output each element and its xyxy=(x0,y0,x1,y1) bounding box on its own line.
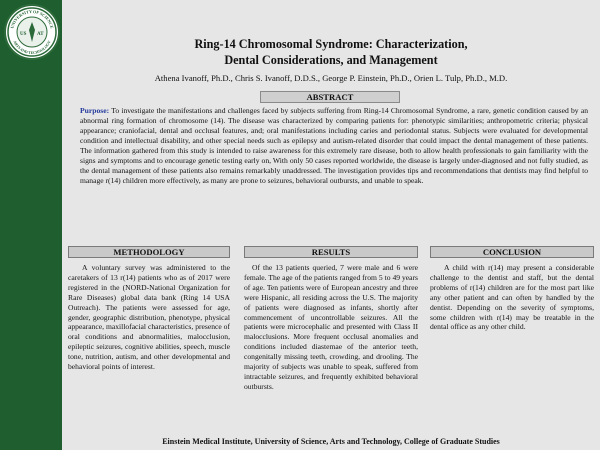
seal-bottom-text: ARTS AND TECHNOLOGY xyxy=(12,39,52,56)
seal-top-text: UNIVERSITY OF SCIENCE xyxy=(9,8,55,29)
results-heading: RESULTS xyxy=(244,246,418,258)
title-line-2: Dental Considerations, and Management xyxy=(224,53,438,67)
university-seal-logo xyxy=(4,4,60,60)
abstract-body-text: To investigate the manifestations and challenges faced by subjects suffering from Ring-14 Chromosomal Syndrome, a rare, genetic condition caused by an abnormal ring formation of chromosome (14). The disease was characterized by comparing patients for: phenotypic similarities; anthropometric criteria; physical appearance; craniofacial, dental and occlusal features, and; oral manifestations including caries and periodontal status. Subjects were evaluated for developmental condition and intellectual disability, and other special needs such as epilepsy and autism-related disorder that could impact the dental management of these patients. The information gathered from this study is intended to raise awareness for this extremely rare disease, both to allow health professionals to gain familiarity with the signs and symptoms and to encourage genetic testing early on, With only 50 cases reported worldwide, the disease is largely under-diagnosed and not fully studied, as the dental management of these patients also remains remarkably unaddressed. The investigation provides tips and recommendations that dentists may find helpful to manage r(14) children more effectively, as many are prone to seizures, behavioral outbursts, and unable to speak. xyxy=(80,106,588,185)
title-line-1: Ring-14 Chromosomal Syndrome: Characterization, xyxy=(194,37,468,51)
seal-left-letters: US xyxy=(20,32,27,37)
conclusion-heading: CONCLUSION xyxy=(430,246,594,258)
green-sidebar xyxy=(0,0,62,450)
author-list: Athena Ivanoff, Ph.D., Chris S. Ivanoff, D.D.S., George P. Einstein, Ph.D., Orien L. Tulp, Ph.D., M.D. xyxy=(154,73,508,83)
methodology-text: A voluntary survey was administered to the caretakers of 13 r(14) patients who as of 2017 were registered in the (NORD-National Organization for Rare Diseases) global data bank (Ring 14 USA Outreach). The patients were assessed for age, gender, geographic distribution, phenotype, physical appearance, maxillofacial characteristics, presence of oral conditions and abnormalities, malocclusion, epileptic seizures, cognitive abilities, speech, muscle tone, nutrition, autism, and other developmental and behavioral points of interest. xyxy=(68,263,230,372)
abstract-heading: ABSTRACT xyxy=(260,91,400,103)
institution-footer: Einstein Medical Institute, University of Science, Arts and Technology, College of Graduate Studies xyxy=(162,437,500,446)
conclusion-text: A child with r(14) may present a considerable challenge to the dentist and staff, but the dental problems of r(14) children are for the most part like any other patient and can often by handled by the dentist. Depending on the severity of symptoms, some children with r(14) may be treatable in the dental office as any other child. xyxy=(430,263,594,332)
seal-right-letters: AT xyxy=(37,32,44,37)
methodology-heading: METHODOLOGY xyxy=(68,246,230,258)
abstract-text xyxy=(80,106,588,230)
results-text: Of the 13 patients queried, 7 were male and 6 were female. The age of the patients ranged from 5 to 49 years of age. Ten patients were of European ancestry and three were Hispanic, all residing across the U.S. The majority of patients were diagnosed as infants, shortly after commencement of uncontrollable seizures. All the patients were microcephalic and presented with Class II malocclusions. More frequent occlusal anomalies and conditions included diastemae of the anterior teeth, congenitally missing teeth, crowding, and drooling. The majority of subjects was unable to speak, suffered from intractable seizures, and frequently exhibited behavioral outbursts. xyxy=(244,263,418,391)
university-seal-icon xyxy=(6,6,58,58)
abstract-lead-label: Purpose: xyxy=(80,106,110,115)
poster-content xyxy=(62,0,600,450)
poster-title xyxy=(62,36,600,68)
